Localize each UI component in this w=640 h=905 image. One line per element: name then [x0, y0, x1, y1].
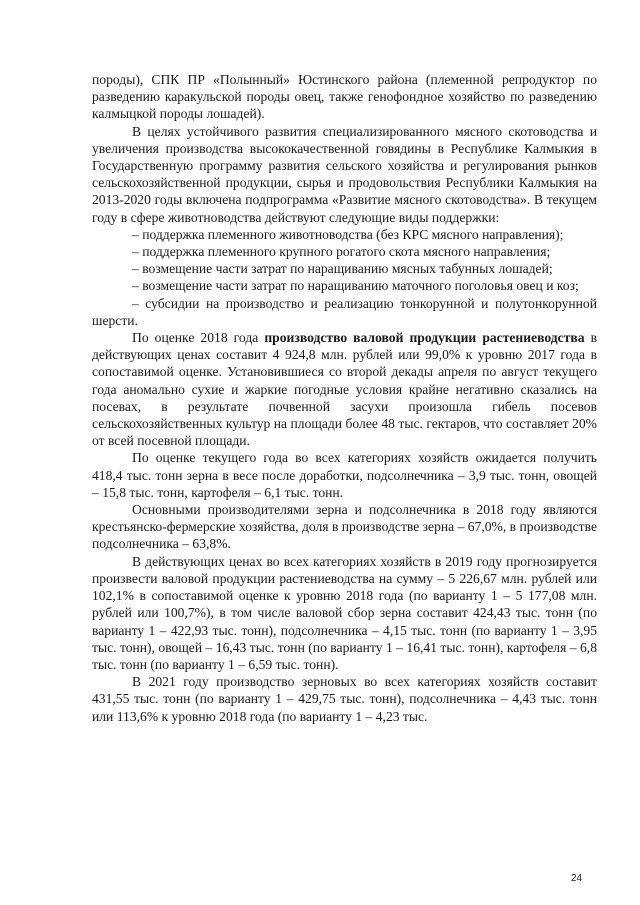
list-item: – возмещение части затрат по наращиванию маточного поголовья овец и коз;	[132, 278, 579, 294]
paragraph: породы), СПК ПР «Полынный» Юстинского района (племенной репродуктор по разведению каракульской породы овец, также генофондное хозяйство по разведению калмыцкой породы лошадей).	[92, 72, 597, 122]
list-item: – возмещение части затрат по наращиванию мясных табунных лошадей;	[132, 261, 553, 277]
list-item: – поддержка племенного животноводства (без КРС мясного направления);	[132, 226, 564, 242]
paragraph: В целях устойчивого развития специализированного мясного скотоводства и увеличения производства высококачественной говядины в Республике Калмыкия в Государственную программу развития сельского хозяйства и регулирования рынков сельскохозяйственной продукции, сырья и продовольствия Республики Калмыкия на 2013-2020 годы включена подпрограмма «Развитие мясного скотоводства». В текущем году в сфере животноводства действуют следующие виды поддержки:	[92, 123, 597, 225]
body-text	[92, 71, 597, 725]
paragraph-lead: По оценке 2018 года	[132, 330, 265, 346]
list-item: – поддержка племенного крупного рогатого скота мясного направления;	[132, 244, 551, 260]
paragraph: Основными производителями зерна и подсолнечника в 2018 году являются крестьянско-фермерские хозяйства, доля в производстве зерна – 67,0%, в производстве подсолнечника – 63,8%.	[92, 502, 597, 552]
paragraph: В действующих ценах во всех категориях хозяйств в 2019 году прогнозируется произвести валовой продукции растениеводства на сумму – 5 226,67 млн. рублей или 102,1% в сопоставимой оценке к уровню 2018 года (по варианту 1 – 5 177,08 млн. рублей или 100,7%), в том числе валовой сбор зерна составит 424,43 тыс. тонн (по варианту 1 – 422,93 тыс. тонн), подсолнечника – 4,15 тыс. тонн (по варианту 1 – 3,95 тыс. тонн), овощей – 16,43 тыс. тонн (по варианту 1 – 16,41 тыс. тонн), картофеля – 6,8 тыс. тонн (по варианту 1 – 6,59 тыс. тонн).	[92, 553, 597, 672]
paragraph	[92, 329, 597, 449]
list-item: – субсидии на производство и реализацию тонкорунной и полутонкорунной шерсти.	[92, 295, 597, 328]
paragraph: В 2021 году производство зерновых во всех категориях хозяйств составит 431,55 тыс. тонн (по варианту 1 – 429,75 тыс. тонн), подсолнечника – 4,43 тыс. тонн или 113,6% к уровню 2018 года (по варианту 1 – 4,23 тыс.	[92, 674, 597, 724]
page-number: 24	[571, 873, 583, 884]
paragraph-rest: в действующих ценах составит 4 924,8 млн. рублей или 99,0% к уровню 2017 года в сопоставимой оценке. Установившиеся со второй декады апреля по август текущего года аномально сухие и жаркие погодные условия крайне негативно сказались на посевах, в результате почвенной засухи произошла гибель посевов сельскохозяйственных культур на площади более 48 тыс. гектаров, что составляет 20% от всей посевной площади.	[92, 330, 597, 449]
paragraph: По оценке текущего года во всех категориях хозяйств ожидается получить 418,4 тыс. тонн зерна в весе после доработки, подсолнечника – 3,9 тыс. тонн, овощей – 15,8 тыс. тонн, картофеля – 6,1 тыс. тонн.	[92, 450, 597, 500]
bold-term: производство валовой продукции растениеводства	[264, 330, 585, 346]
